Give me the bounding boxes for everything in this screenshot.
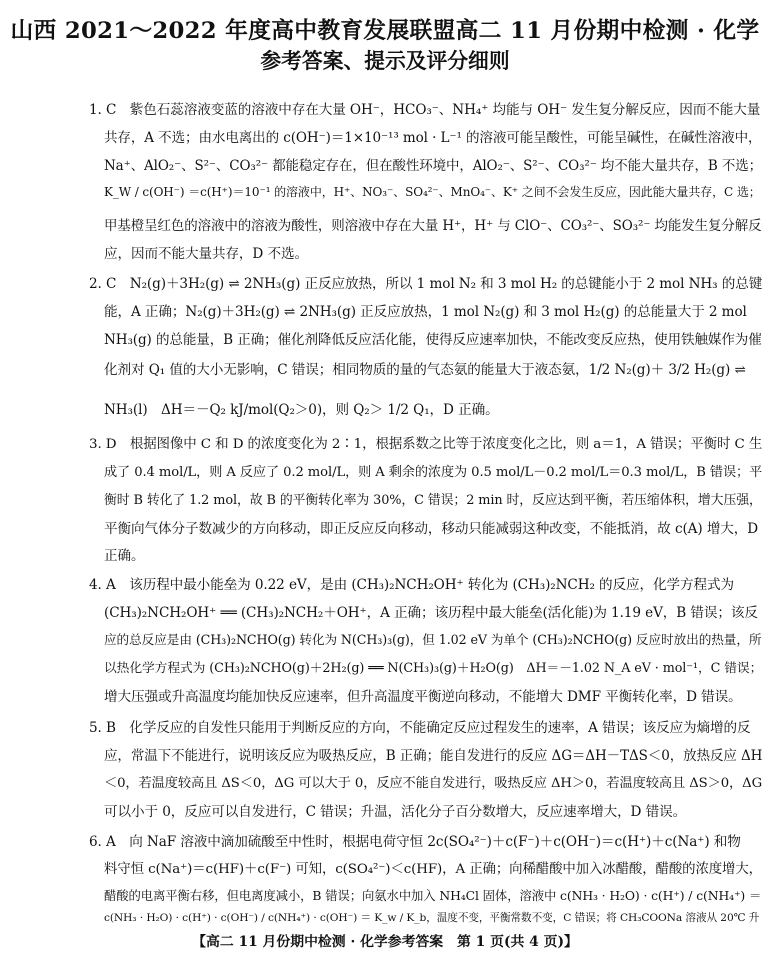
answer-line: 5. B 化学反应的自发性只能用于判断反应的方向，不能确定反应过程发生的速率，A 错误；该反应为熵增的反 [89,720,751,736]
answer-line: 以热化学方程式为 (CH₃)₂NCHO(g)＋2H₂(g) ══ N(CH₃)₃(g)＋H₂O(g) ΔH＝－1.02 N_A eV · mol⁻¹，C 错误； [104,661,763,676]
answer-line: c(NH₃ · H₂O) · c(H⁺) · c(OH⁻) / c(NH₄⁺) · c(OH⁻) ＝ K_w / K_b，温度不变，平衡常数不变，C 错误；将 CH₃COONa 溶液从 20℃ 升 [104,911,760,924]
answer-line: ＜0，若温度较高且 ΔS＜0，ΔG 可以大于 0，反应不能自发进行，吸热反应 ΔH＞0，若温度较高且 ΔS＞0，ΔG [104,776,763,791]
page-footer: 【高二 11 月份期中检测 · 化学参考答案 第 1 页(共 4 页)】 [192,934,578,950]
answer-line: 应，常温下不能进行，说明该反应为吸热反应，B 正确；能自发进行的反应 ΔG＝ΔH－TΔS＜0，放热反应 ΔH [104,748,763,764]
answer-line: 1. C 紫色石蕊溶液变蓝的溶液中存在大量 OH⁻，HCO₃⁻、NH₄⁺ 均能与 OH⁻ 发生复分解反应，因而不能大量 [89,102,761,118]
page-title: 山西 2021～2022 年度高中教育发展联盟高二 11 月份期中检测 · 化学 [10,18,760,44]
answer-line: 醋酸的电离平衡右移，但电离度减小，B 错误；向氨水中加入 NH₄Cl 固体，溶液中 c(NH₃ · H₂O) · c(H⁺) / c(NH₄⁺) ＝ [104,889,762,903]
answer-line: 料守恒 c(Na⁺)＝c(HF)＋c(F⁻) 可知，c(SO₄²⁻)＜c(HF)，A 正确；向稀醋酸中加入冰醋酸，醋酸的浓度增大， [104,862,762,877]
page-subtitle: 参考答案、提示及评分细则 [260,48,510,73]
answer-line: 可以小于 0，反应可以自发进行，C 错误；升温，活化分子百分数增大，反应速率增大，D 错误。 [104,804,687,820]
answer-line: 增大压强或升高温度均能加快反应速率，但升高温度平衡逆向移动，不能增大 DMF 平衡转化率，D 错误。 [104,689,742,705]
answer-line: 4. A 该历程中最小能垒为 0.22 eV，是由 (CH₃)₂NCH₂OH⁺ 转化为 (CH₃)₂NCH₂ 的反应，化学方程式为 [89,577,734,593]
answer-line: 2. C N₂(g)＋3H₂(g) ⇌ 2NH₃(g) 正反应放热，所以 1 mol N₂ 和 3 mol H₂ 的总键能小于 2 mol NH₃ 的总键 [89,276,763,292]
answer-line: Na⁺、AlO₂⁻、S²⁻、CO₃²⁻ 都能稳定存在，但在酸性环境中，AlO₂⁻、S²⁻、CO₃²⁻ 均不能大量共存，B 不选； [104,158,762,174]
answer-line: 6. A 向 NaF 溶液中滴加硫酸至中性时，根据电荷守恒 2c(SO₄²⁻)＋c(F⁻)＋c(OH⁻)＝c(H⁺)＋c(Na⁺) 和物 [89,834,741,850]
answer-line: NH₃(g) 的总能量，B 正确；催化剂降低反应活化能，使得反应速率加快，不能改变反应热，使用铁触媒作为催 [104,332,762,348]
answer-line: 衡时 B 转化了 1.2 mol，故 B 的平衡转化率为 30%，C 错误；2 min 时，反应达到平衡，若压缩体积，增大压强， [104,493,762,508]
answer-line: 正确。 [104,548,145,564]
answer-line: 3. D 根据图像中 C 和 D 的浓度变化为 2∶1，根据系数之比等于浓度变化之比，则 a＝1，A 错误；平衡时 C 生 [89,437,763,452]
answer-line: 平衡向气体分子数减少的方向移动，即正反应反向移动，移动只能减弱这种改变，不能抵消，故 c(A) 增大，D [104,521,759,537]
answer-line: 甲基橙呈红色的溶液中的溶液为酸性，则溶液中存在大量 H⁺，H⁺ 与 ClO⁻、CO₃²⁻、SO₃²⁻ 均能发生复分解反 [104,218,762,234]
answer-line: K_W / c(OH⁻) ＝c(H⁺)＝10⁻¹ 的溶液中，H⁺、NO₃⁻、SO₄²⁻、MnO₄⁻、K⁺ 之间不会发生反应，因此能大量共存，C 选； [104,185,761,199]
answer-line: 能，A 正确；N₂(g)＋3H₂(g) ⇌ 2NH₃(g) 正反应放热，1 mol N₂(g) 和 3 mol H₂(g) 的总能量大于 2 mol [104,304,747,320]
answer-line: 应的总反应是由 (CH₃)₂NCHO(g) 转化为 N(CH₃)₃(g)，但 1.02 eV 为单个 (CH₃)₂NCHO(g) 反应时放出的热量，所 [104,632,762,647]
answer-line: 化剂对 Q₁ 值的大小无影响，C 错误；相同物质的量的气态氨的能量大于液态氨，1/2 N₂(g)＋ 3/2 H₂(g) ⇌ [104,362,746,378]
answer-line: NH₃(l) ΔH＝－Q₂ kJ/mol(Q₂＞0)，则 Q₂＞ 1/2 Q₁，D 正确。 [104,402,499,418]
answer-line: 应，因而不能大量共存，D 不选。 [104,246,308,262]
answer-line: 共存，A 不选；由水电离出的 c(OH⁻)＝1×10⁻¹³ mol · L⁻¹ 的溶液可能呈酸性，可能呈碱性，在碱性溶液中， [104,130,762,146]
answer-line: 成了 0.4 mol/L，则 A 反应了 0.2 mol/L，则 A 剩余的浓度为 0.5 mol/L－0.2 mol/L＝0.3 mol/L，B 错误；平 [104,465,763,480]
answer-line: (CH₃)₂NCH₂OH⁺ ══ (CH₃)₂NCH₂＋OH⁺，A 正确；该历程中最大能垒(活化能)为 1.19 eV，B 错误；该反 [104,605,758,621]
